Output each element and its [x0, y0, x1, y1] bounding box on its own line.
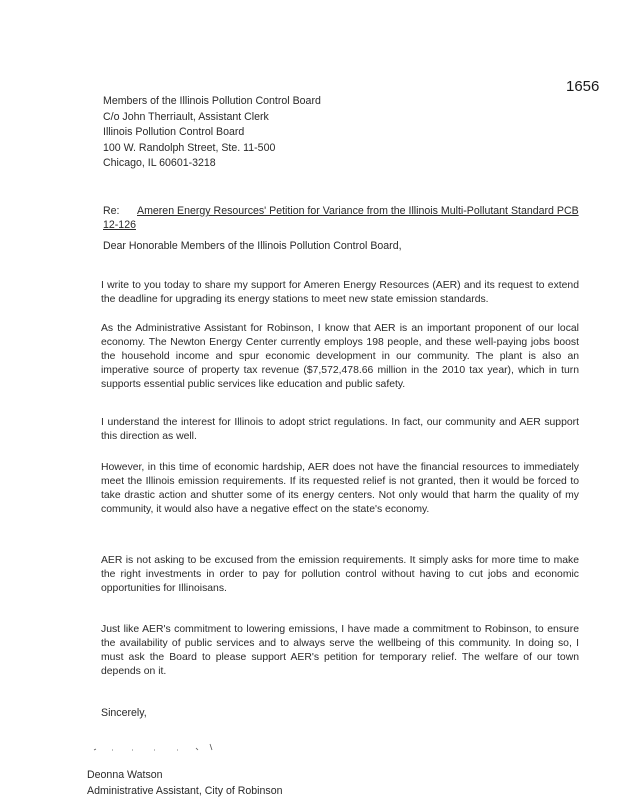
body-paragraph: I write to you today to share my support for Ameren Energy Resources (AER) and its request to extend the deadline for upgrading its energy stations to meet new state emission standards. — [101, 280, 579, 306]
signer-name: Deonna Watson — [87, 769, 163, 781]
body-paragraph: As the Administrative Assistant for Robinson, I know that AER is an important proponent of our local economy. The Newton Energy Center currently employs 198 people, and these well-paying jobs boost the household income and spur economic development in our community. The plant is also an imperative source of property tax revenue ($7,572,478.66 million in the 2010 tax year), which in turn supports essential public services like education and public safety. — [101, 323, 579, 391]
subject-line — [103, 204, 583, 232]
address-line: C/o John Therriault, Assistant Clerk — [103, 110, 269, 123]
address-line: Members of the Illinois Pollution Control Board — [103, 95, 321, 107]
page-number: 1656 — [566, 78, 600, 95]
recipient-address — [103, 94, 321, 172]
salutation: Dear Honorable Members of the Illinois Pollution Control Board, — [103, 240, 402, 252]
body-paragraph: AER is not asking to be excused from the emission requirements. It simply asks for more time to make the right investments in order to pay for pollution control without having to cut jobs and economic opportunities for Illinoisans. — [101, 555, 579, 595]
signature-mark — [92, 742, 214, 752]
signer-title: Administrative Assistant, City of Robinson — [87, 785, 283, 797]
body-paragraph: Just like AER's commitment to lowering emissions, I have made a commitment to Robinson, to ensure the availability of public services and to always serve the wellbeing of this community. In doing so, I must ask the Board to please support AER's petition for temporary relief. The welfare of our town depends on it. — [101, 624, 579, 678]
address-line: 100 W. Randolph Street, Ste. 11-500 — [103, 141, 276, 154]
body-paragraph: However, in this time of economic hardship, AER does not have the financial resources to immediately meet the Illinois emission requirements. If its requested relief is not granted, then it would be forced to take drastic action and shutter some of its energy centers. Not only would that harm the quality of my community, it would also have a negative effect on the state's economy. — [101, 462, 579, 516]
re-subject: Ameren Energy Resources' Petition for Variance from the Illinois Multi-Pollutant Standard PCB 12-126 — [103, 205, 579, 231]
address-line: Chicago, IL 60601-3218 — [103, 157, 216, 170]
body-paragraph: I understand the interest for Illinois to adopt strict regulations. In fact, our community and AER support this direction as well. — [101, 417, 579, 443]
closing: Sincerely, — [101, 707, 147, 719]
address-line: Illinois Pollution Control Board — [103, 126, 245, 139]
re-label: Re: — [103, 205, 120, 217]
